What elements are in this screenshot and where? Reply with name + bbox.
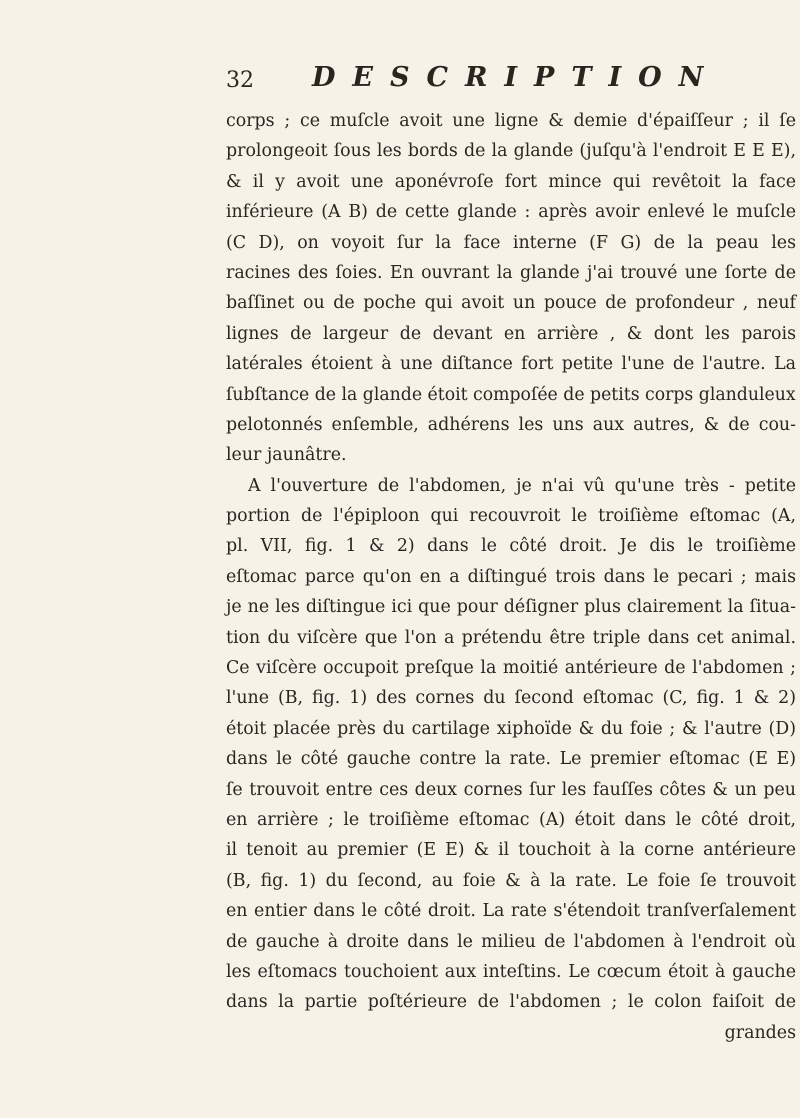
text-line: de gauche à droite dans le milieu de l'abdomen à l'endroit où (226, 931, 796, 952)
text-line: latérales étoient à une diſtance fort petite l'une de l'autre. La (226, 354, 796, 375)
body-text (226, 106, 796, 1048)
text-line: les eſtomacs touchoient aux inteſtins. Le cœcum étoit à gauche (226, 961, 796, 982)
text-line: dans la partie poſtérieure de l'abdomen ; le colon faiſoit de (226, 992, 796, 1013)
text-line: portion de l'épiploon qui recouvroit le troiſième eſtomac (A, (226, 506, 796, 527)
page-number: 32 (226, 68, 254, 93)
text-line: en entier dans le côté droit. La rate s'étendoit tranſverſalement (226, 901, 796, 922)
text-line: ſe trouvoit entre ces deux cornes ſur les fauſſes côtes & un peu (226, 779, 796, 800)
text-line: racines des ſoies. En ouvrant la glande j'ai trouvé une ſorte de (226, 262, 796, 283)
text-line: je ne les diſtingue ici que pour déſigner plus clairement la ſitua- (226, 597, 796, 618)
text-line: corps ; ce muſcle avoit une ligne & demie d'épaiſſeur ; il ſe (226, 111, 796, 131)
paragraph-start-line: A l'ouverture de l'abdomen, je n'ai vû qu'une très - petite (248, 475, 796, 496)
text-line: ſubſtance de la glande étoit compoſée de petits corps glanduleux (226, 384, 796, 405)
text-line: & il y avoit une aponévroſe fort mince qui revêtoit la face (226, 171, 796, 192)
text-line: en arrière ; le troiſième eſtomac (A) étoit dans le côté droit, (226, 809, 796, 830)
text-line: tion du viſcère que l'on a prétendu être triple dans cet animal. (226, 627, 796, 648)
text-line: pelotonnés enſemble, adhérens les uns aux autres, & de cou- (226, 414, 796, 435)
text-line: Ce viſcère occupoit preſque la moitié antérieure de l'abdomen ; (226, 658, 796, 679)
text-line: eſtomac parce qu'on en a diſtingué trois dans le pecari ; mais (226, 566, 796, 587)
text-line: il tenoit au premier (E E) & il touchoit à la corne antérieure (226, 840, 796, 861)
text-line: étoit placée près du cartilage xiphoïde & du foie ; & l'autre (D) (226, 718, 796, 739)
text-line: prolongeoit ſous les bords de la glande (juſqu'à l'endroit E E E), (226, 141, 796, 162)
text-line: dans le côté gauche contre la rate. Le premier eſtomac (E E) (226, 749, 796, 770)
text-line: baſſinet ou de poche qui avoit un pouce de profondeur , neuf (226, 293, 796, 314)
text-line: (B, fig. 1) du ſecond, au foie & à la rate. Le foie ſe trouvoit (226, 870, 796, 891)
text-line: pl. VII, fig. 1 & 2) dans le côté droit. Je dis le troiſième (226, 536, 796, 557)
text-line: (C D), on voyoit ſur la face interne (F G) de la peau les (226, 232, 796, 253)
text-line: lignes de largeur de devant en arrière , & dont les parois (226, 323, 796, 344)
text-line: inférieure (A B) de cette glande : après avoir enlevé le muſcle (226, 202, 796, 223)
text-line: l'une (B, fig. 1) des cornes du ſecond eſtomac (C, fig. 1 & 2) (226, 688, 796, 709)
text-line: leur jaunâtre. (226, 445, 347, 466)
catchword: grandes (724, 1022, 796, 1043)
running-head: DESCRIPTION (312, 62, 721, 93)
